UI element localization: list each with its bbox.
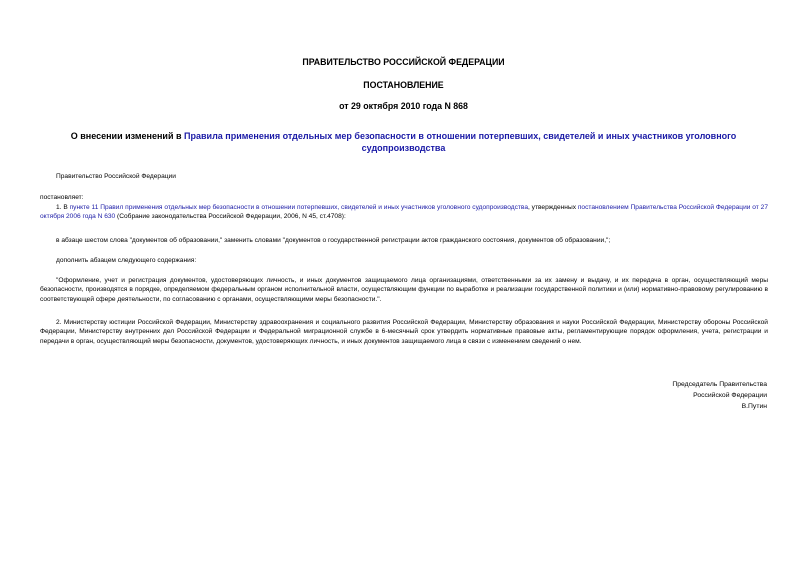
- paragraph-3: дополнить абзацем следующего содержания:: [56, 257, 197, 264]
- p1-mid: , утвержденных: [527, 204, 578, 211]
- p1-start: 1. В: [56, 204, 70, 211]
- title-rules-link[interactable]: Правила применения отдельных мер безопасности в отношении потерпевших, свидетелей и иных участников уголовного судопроизводства: [184, 131, 737, 153]
- intro-text: Правительство Российской Федерации: [56, 173, 176, 180]
- title-prefix: О внесении изменений в: [70, 131, 185, 141]
- document-type-heading: ПОСТАНОВЛЕНИЕ: [363, 80, 444, 90]
- p1-end: (Собрание законодательства Российской Федерации, 2006, N 45, ст.4708):: [115, 213, 346, 221]
- signature-block: [567, 379, 767, 412]
- resolves-text: постановляет:: [40, 194, 84, 201]
- signature-position: Председатель Правительства: [672, 381, 767, 388]
- signature-name: В.Путин: [741, 403, 767, 410]
- government-heading: ПРАВИТЕЛЬСТВО РОССИЙСКОЙ ФЕДЕРАЦИИ: [302, 57, 505, 67]
- p1-rules-link[interactable]: пункте 11 Правил применения отдельных мер безопасности в отношении потерпевших, свидетелей и иных участников уголовного судопроизводства: [69, 204, 528, 211]
- document-date-heading: от 29 октября 2010 года N 868: [339, 101, 468, 111]
- paragraph-4: "Оформление, учет и регистрация документов, удостоверяющих личность, и иных документов защищаемого лица организациями, ответственными за их замену и выдачу, и их передача в орган, осуществляющий меры безопасности, производятся в порядке, определяемом федеральным органом исполнительной власти, осуществляющим функции по выработке и реализации государственной политики и (или) нормативно-правовому регулированию в соответствующей сфере деятельности, по согласованию с органами, осуществляющими меры безопасности.".: [40, 277, 768, 303]
- paragraph-1: [40, 203, 768, 222]
- document-title: [70, 130, 737, 154]
- p1-resolution-link[interactable]: постановлением Правительства Российской Федерации от 27 октября 2006 года N 630: [40, 204, 769, 221]
- paragraph-5: 2. Министерству юстиции Российской Федерации, Министерству здравоохранения и социального развития Российской Федерации, Министерству образования и науки Российской Федерации, Министерству обороны Российской Федерации, Министерству внутренних дел Российской Федерации и Федеральной миграционной службе в 6-месячный срок утвердить нормативные правовые акты, регламентирующие порядок оформления, учета, регистрации и передачи в орган, осуществляющий меры безопасности, документов, удостоверяющих личность, и иных документов защищаемого лица в связи с изменением сведений о нем.: [40, 319, 768, 345]
- paragraph-2: в абзаце шестом слова "документов об образовании," заменить словами "документов о государственной регистрации актов гражданского состояния, документов об образовании,";: [56, 237, 611, 244]
- signature-country: Российской Федерации: [693, 392, 767, 399]
